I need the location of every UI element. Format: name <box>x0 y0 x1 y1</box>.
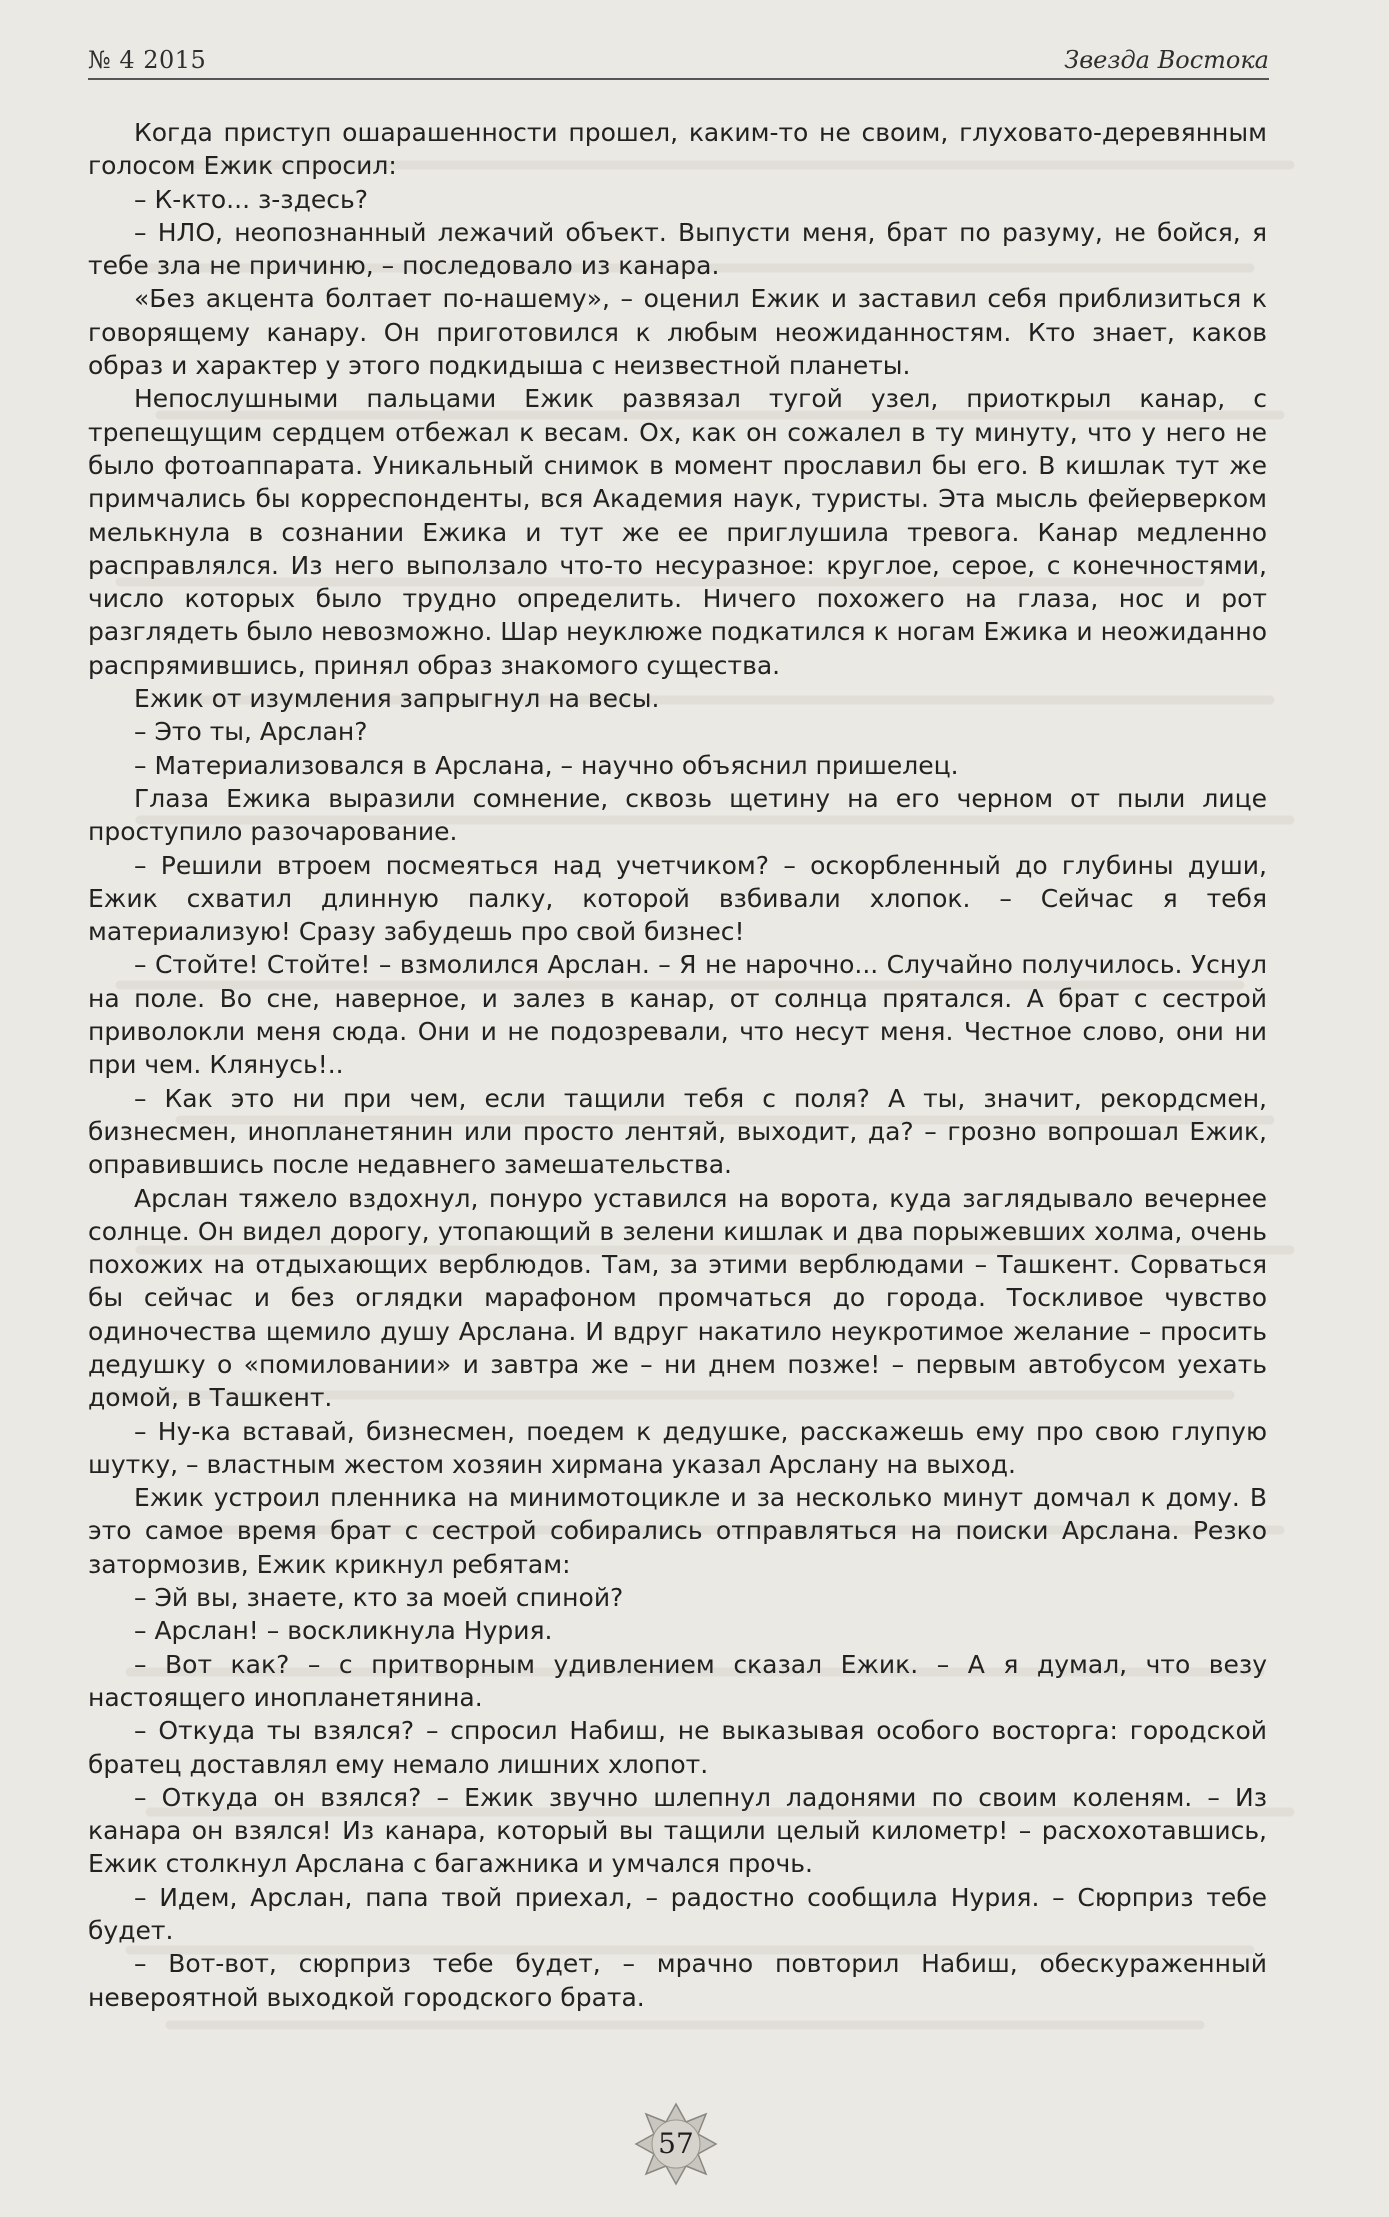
journal-title: Звезда Востока <box>1064 46 1269 74</box>
dialogue-line: – Откуда он взялся? – Ежик звучно шлепнул ладонями по своим коленям. – Из канара он взялся! Из канара, который вы тащили целый километр! – расхохотавшись, Ежик столкнул Арслана с багажника и умчался прочь. <box>88 1782 1267 1879</box>
paragraph: Когда приступ ошарашенности прошел, каким-то не своим, глуховато-деревянным голосом Ежик спросил: <box>88 118 1267 181</box>
dialogue-line: – Вот как? – с притворным удивлением сказал Ежик. – А я думал, что везу настоящего инопланетянина. <box>88 1649 1267 1712</box>
dialogue-line: – Арслан! – воскликнула Нурия. <box>134 1616 553 1646</box>
dialogue-line: – Вот-вот, сюрприз тебе будет, – мрачно повторил Набиш, обескураженный невероятной выходкой городского брата. <box>88 1949 1267 2012</box>
dialogue-line: – Это ты, Арслан? <box>134 717 368 747</box>
paragraph: Арслан тяжело вздохнул, понуро уставился на ворота, куда заглядывало вечернее солнце. Он видел дорогу, утопающий в зелени кишлак и два порыжевших холма, очень похожих на отдыхающих верблюдов. Там, за этими верблюдами – Ташкент. Сорваться бы сейчас и без оглядки марафоном промчаться до города. Тоскливое чувство одиночества щемило душу Арслана. И вдруг накатило неукротимое желание – просить дедушку о «помиловании» и завтра же – ни днем позже! – первым автобусом уехать домой, в Ташкент. <box>88 1183 1267 1413</box>
running-header <box>88 44 1269 80</box>
paragraph: Ежик от изумления запрыгнул на весы. <box>134 684 660 714</box>
paragraph: Ежик устроил пленника на минимотоцикле и за несколько минут домчал к дому. В это самое время брат с сестрой собирались отправляться на поиски Арслана. Резко затормозив, Ежик крикнул ребятам: <box>88 1483 1267 1579</box>
dialogue-line: – НЛО, неопознанный лежачий объект. Выпусти меня, брат по разуму, не бойся, я тебе зла не причиню, – последовало из канара. <box>88 217 1267 281</box>
article-body <box>88 116 1267 2014</box>
dialogue-line: – Эй вы, знаете, кто за моей спиной? <box>134 1583 624 1613</box>
dialogue-line: – Как это ни при чем, если тащили тебя с поля? А ты, значит, рекордсмен, бизнесмен, инопланетянин или просто лентяй, выходит, да? – грозно вопрошал Ежик, оправившись после недавнего замешательства. <box>88 1083 1267 1180</box>
dialogue-line: – Решили втроем посмеяться над учетчиком? – оскорбленный до глубины души, Ежик схватил длинную палку, которой взбивали хлопок. – Сейчас я тебя материализую! Сразу забудешь про свой бизнес! <box>88 850 1267 947</box>
dialogue-line: – Стойте! Стойте! – взмолился Арслан. – Я не нарочно... Случайно получилось. Уснул на поле. Во сне, наверное, и залез в канар, от солнца прятался. А брат с сестрой приволокли меня сюда. Они и не подозревали, что несут меня. Честное слово, они ни при чем. Клянусь!.. <box>88 950 1267 1080</box>
paragraph: «Без акцента болтает по-нашему», – оценил Ежик и заставил себя приблизиться к говорящему канару. Он приготовился к любым неожиданностям. Кто знает, каков образ и характер у этого подкидыша с неизвестной планеты. <box>88 284 1267 381</box>
paragraph: Глаза Ежика выразили сомнение, сквозь щетину на его черном от пыли лице проступило разочарование. <box>88 783 1267 847</box>
dialogue-line: – К-кто... з-здесь? <box>134 184 368 214</box>
issue-number: № 4 2015 <box>88 46 207 74</box>
paragraph: Непослушными пальцами Ежик развязал тугой узел, приоткрыл канар, с трепещущим сердцем отбежал к весам. Ох, как он сожалел в ту минуту, что у него не было фотоаппарата. Уникальный снимок в момент прославил бы его. В кишлак тут же примчались бы корреспонденты, вся Академия наук, туристы. Эта мысль фейерверком мелькнула в сознании Ежика и тут же ее приглушила тревога. Канар медленно расправлялся. Из него выползало что-то несуразное: круглое, серое, с конечностями, число которых было трудно определить. Ничего похожего на глаза, нос и рот разглядеть было невозможно. Шар неуклюже подкатился к ногам Ежика и неожиданно распрямившись, принял образ знакомого существа. <box>88 384 1267 680</box>
dialogue-line: – Откуда ты взялся? – спросил Набиш, не выказывая особого восторга: городской братец доставлял ему немало лишних хлопот. <box>88 1716 1267 1779</box>
dialogue-line: – Материализовался в Арслана, – научно объяснил пришелец. <box>134 750 959 780</box>
page-number-badge <box>634 2102 718 2186</box>
dialogue-line: – Ну-ка вставай, бизнесмен, поедем к дедушке, расскажешь ему про свою глупую шутку, – властным жестом хозяин хирмана указал Арслану на выход. <box>88 1416 1267 1479</box>
page-number: 57 <box>658 2127 694 2160</box>
dialogue-line: – Идем, Арслан, папа твой приехал, – радостно сообщила Нурия. – Сюрприз тебе будет. <box>88 1882 1267 1946</box>
